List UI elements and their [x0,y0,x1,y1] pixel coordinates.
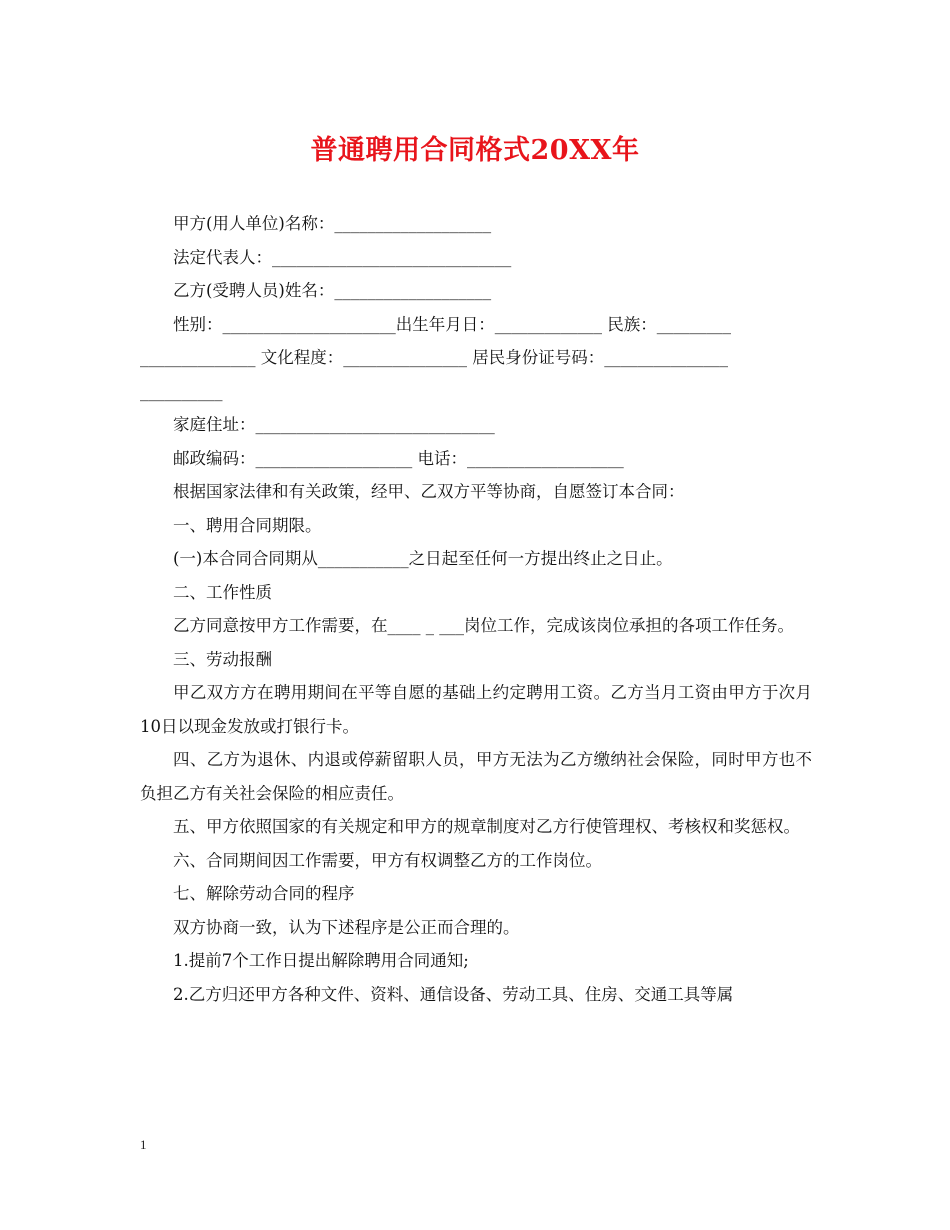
section-heading-remuneration: 三、劳动报酬 [173,649,272,669]
section-heading-term: 一、聘用合同期限。 [173,515,322,535]
document-title: 普通聘用合同格式20XX年 [310,135,640,166]
legal-representative-line: 法定代表人：_____________________________ [173,247,512,267]
document-body [140,207,812,1011]
management-rights-paragraph: 五、甲方依照国家的有关规定和甲方的规章制度对乙方行使管理权、考核权和奖惩权。 [173,817,800,836]
party-a-name-line: 甲方(用人单位)名称：___________________ [173,214,492,233]
work-nature-paragraph: 乙方同意按甲方工作需要，在____ _ ___岗位工作，完成该岗位承担的各项工作任务。 [173,616,794,635]
gender-birth-ethnicity-line: 性别：_____________________出生年月日：_____________ 民族：_________ [173,314,731,334]
preamble-line: 根据国家法律和有关政策，经甲、乙双方平等协商，自愿签订本合同： [173,482,685,501]
section-heading-work-nature: 二、工作性质 [173,582,272,602]
id-continuation-line: __________ [140,381,223,401]
termination-intro-paragraph: 双方协商一致，认为下述程序是公正而合理的。 [173,917,520,937]
remuneration-paragraph: 甲乙双方方在聘用期间在平等自愿的基础上约定聘用工资。乙方当月工资由甲方于次月10日以现金发放或打银行卡。 [140,683,812,736]
term-clause-line: (一)本合同合同期从___________之日起至任何一方提出终止之日止。 [173,549,673,568]
postal-phone-line: 邮政编码：___________________ 电话：___________________ [173,448,624,468]
party-b-name-line: 乙方(受聘人员)姓名：___________________ [173,281,492,300]
page-number: 1 [140,1137,147,1152]
section-heading-termination: 七、解除劳动合同的程序 [173,884,355,903]
termination-step-1: 1.提前7个工作日提出解除聘用合同通知; [173,951,469,970]
social-insurance-paragraph: 四、乙方为退休、内退或停薪留职人员，甲方无法为乙方缴纳社会保险，同时甲方也不负担乙方有关社会保险的相应责任。 [140,750,812,803]
position-adjustment-paragraph: 六、合同期间因工作需要，甲方有权调整乙方的工作岗位。 [173,850,602,870]
home-address-line: 家庭住址：_____________________________ [173,415,495,434]
termination-step-2: 2.乙方归还甲方各种文件、资料、通信设备、劳动工具、住房、交通工具等属 [173,984,734,1004]
education-id-line: ______________ 文化程度：_______________ 居民身份证号码：_______________ [140,348,728,367]
